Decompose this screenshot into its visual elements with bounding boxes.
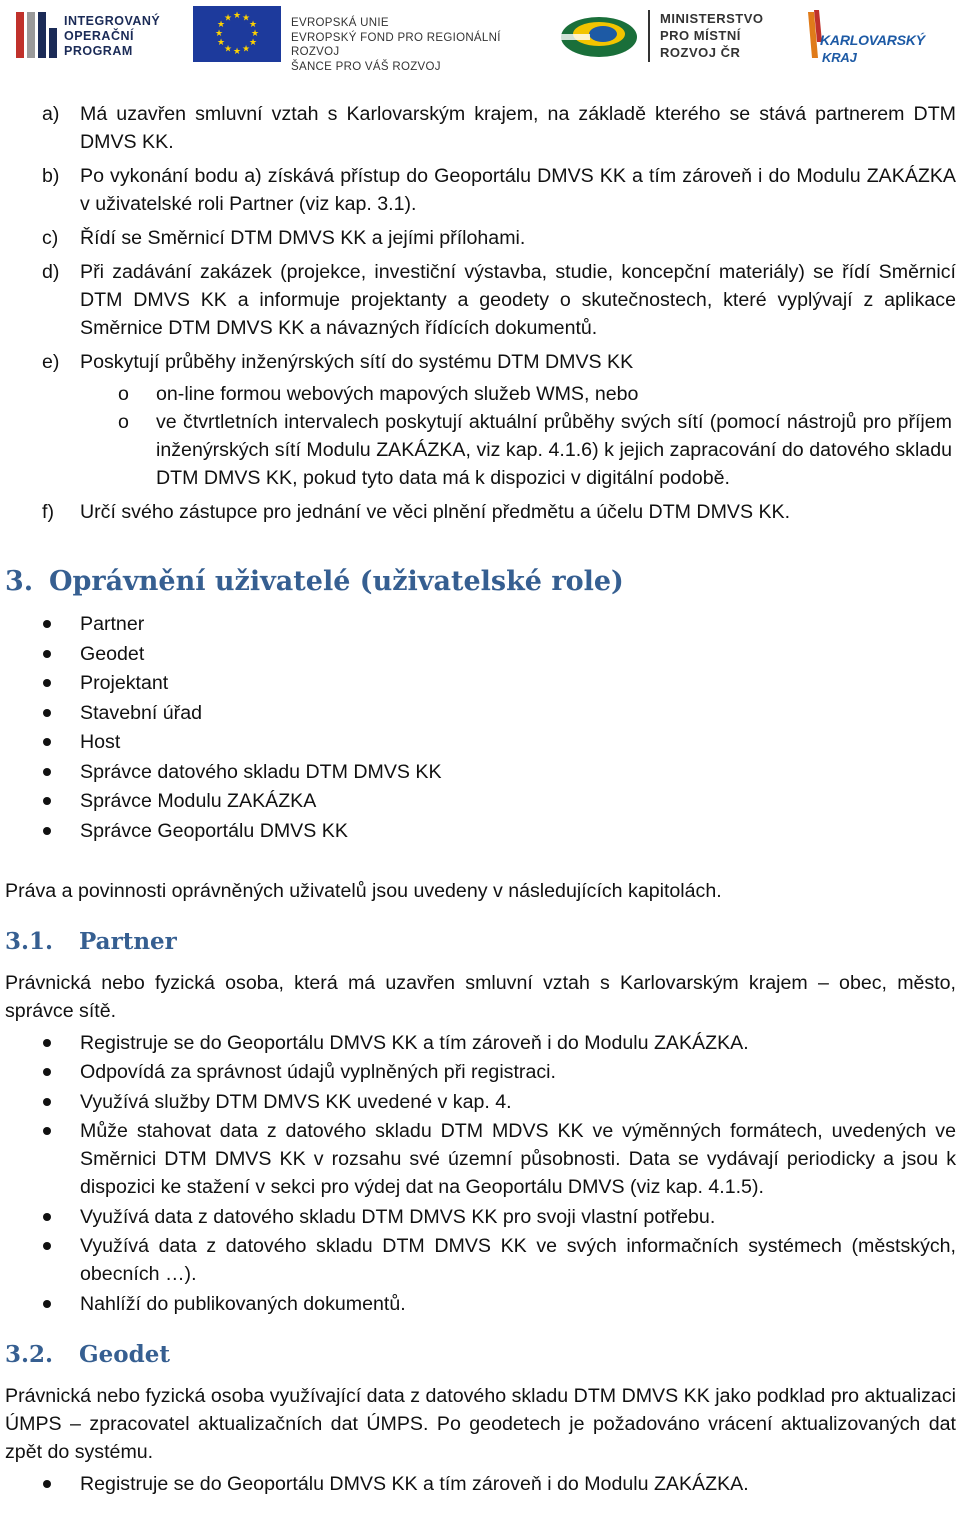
list-item (0, 348, 960, 492)
section-3-1-heading (0, 927, 960, 957)
rights-paragraph: Práva a povinnosti oprávněných uživatelů jsou uvedeny v následujících kapitolách. (5, 879, 722, 902)
svg-text:★: ★ (241, 44, 251, 55)
svg-text:★: ★ (250, 29, 260, 39)
iop-line-1: INTEGROVANÝ (64, 14, 161, 28)
sub-list-item (0, 408, 956, 492)
svg-text:★: ★ (216, 38, 226, 48)
iop-line-3: PROGRAM (64, 44, 133, 58)
alpha-list (0, 100, 960, 526)
kk-line-2: KRAJ (822, 50, 857, 65)
mmr-logo (558, 8, 788, 64)
sub-list-item-text: on-line formou webových mapových služeb WMS, nebo (156, 383, 639, 405)
list-marker: f) (42, 501, 54, 523)
list-item (0, 100, 960, 156)
list-item-text: Poskytují průběhy inženýrských sítí do systému DTM DMVS KK (80, 351, 634, 373)
list-marker: b) (42, 165, 60, 187)
partner-list (0, 1029, 960, 1318)
sub-list (80, 380, 956, 492)
list-item (0, 162, 960, 218)
role-item: Stavební úřad (0, 699, 960, 727)
list-item-text: Po vykonání bodu a) získává přístup do Geoportálu DMVS KK a tím zároveň i do Modulu ZAKÁZKA v uživatelské roli Partner (viz kap. 3.1). (80, 165, 956, 215)
list-item (0, 258, 960, 342)
svg-text:★: ★ (216, 20, 226, 30)
list-item-text: Při zadávání zakázek (projekce, investiční výstavba, studie, koncepční materiály) se řídí Směrnicí DTM DMVS KK a informuje projektanty a geodety o skutečnostech, které vyplývají z aplikace Směrnice DTM DMVS KK a návazných řídících dokumentů. (80, 261, 956, 339)
list-item-text: Má uzavřen smluvní vztah s Karlovarským krajem, na základě kterého se stává partnerem DTM DMVS KK. (80, 103, 956, 153)
eu-line-2: EVROPSKÝ FOND PRO REGIONÁLNÍ ROZVOJ (291, 31, 501, 58)
role-item: Správce Geoportálu DMVS KK (0, 817, 960, 845)
list-item: Registruje se do Geoportálu DMVS KK a tím zároveň i do Modulu ZAKÁZKA. (0, 1470, 960, 1498)
eu-line-3: ŠANCE PRO VÁŠ ROZVOJ (291, 60, 441, 73)
list-item: Využívá služby DTM DMVS KK uvedené v kap. 4. (0, 1088, 960, 1116)
iop-logo (14, 6, 174, 62)
sub-list-item (0, 380, 956, 408)
list-item: Využívá data z datového skladu DTM DMVS KK pro svoji vlastní potřebu. (0, 1203, 960, 1231)
section-3-1-title: Partner (79, 927, 177, 955)
list-item: Odpovídá za správnost údajů vyplněných při registraci. (0, 1058, 960, 1086)
geodet-paragraph: Právnická nebo fyzická osoba využívající data z datového skladu DTM DMVS KK jako podklad pro aktualizaci ÚMPS – zpracovatel aktualizačních dat ÚMPS. Po geodetech je požadováno vrácení aktualizovaných dat zpět do systému. (5, 1384, 956, 1463)
document-body (0, 100, 960, 1499)
iop-bars-icon (14, 6, 58, 62)
karlovarsky-kraj-logo (800, 8, 950, 68)
svg-text:★: ★ (232, 47, 242, 57)
sub-list-item-text: ve čtvrtletních intervalech poskytují aktuální průběhy svých sítí (pomocí nástrojů pro příjem inženýrských sítí Modulu ZAKÁZKA, viz kap. 4.1.6) k jejich zapracování do datového skladu DTM DMVS KK, pokud tyto data má k dispozici v digitální podobě. (156, 411, 952, 489)
list-item: Registruje se do Geoportálu DMVS KK a tím zároveň i do Modulu ZAKÁZKA. (0, 1029, 960, 1057)
svg-text:★: ★ (214, 29, 224, 39)
section-3-number: 3. (5, 566, 34, 597)
svg-text:★: ★ (248, 20, 258, 30)
section-3-2-title: Geodet (79, 1340, 170, 1368)
list-item (0, 224, 960, 252)
kk-line-1: KARLOVARSKÝ (820, 32, 925, 48)
svg-text:★: ★ (223, 13, 233, 24)
sub-list-marker: o (118, 383, 129, 405)
roles-list (0, 610, 960, 845)
mmr-line-1: MINISTERSTVO (660, 11, 764, 26)
section-3-heading (0, 564, 960, 600)
role-item: Host (0, 728, 960, 756)
list-item (0, 498, 960, 526)
sub-list-marker: o (118, 411, 129, 433)
list-marker: a) (42, 103, 60, 125)
list-item: Může stahovat data z datového skladu DTM MDVS KK ve výměnných formátech, uvedených ve Směrnici DTM DMVS KK v rozsahu své územní působnosti. Data se vydávají periodicky a jsou k dispozici ke stažení v sekci pro výdej dat na Geoportálu DMVS (viz kap. 4.1.5). (0, 1117, 960, 1201)
svg-text:★: ★ (248, 38, 258, 48)
section-3-2-number: 3.2. (5, 1340, 54, 1368)
role-item: Projektant (0, 669, 960, 697)
mmr-line-2: PRO MÍSTNÍ (660, 28, 741, 43)
list-marker: c) (42, 227, 59, 249)
eu-line-1: EVROPSKÁ UNIE (291, 17, 389, 29)
role-item: Správce Modulu ZAKÁZKA (0, 787, 960, 815)
svg-text:★: ★ (232, 11, 242, 21)
role-item: Partner (0, 610, 960, 638)
list-marker: e) (42, 351, 60, 373)
mmr-emblem-icon (558, 12, 640, 62)
list-item-text: Určí svého zástupce pro jednání ve věci plnění předmětu a účelu DTM DMVS KK. (80, 501, 791, 523)
geodet-list (0, 1470, 960, 1498)
list-marker: d) (42, 261, 60, 283)
eu-flag-icon (193, 6, 281, 62)
svg-text:★: ★ (241, 13, 251, 24)
svg-text:★: ★ (223, 44, 233, 55)
iop-line-2: OPERAČNÍ (64, 29, 134, 43)
list-item: Nahlíží do publikovaných dokumentů. (0, 1290, 960, 1318)
section-3-2-heading (0, 1340, 960, 1370)
mmr-line-3: ROZVOJ ČR (660, 45, 741, 60)
section-3-1-number: 3.1. (5, 927, 54, 955)
section-3-title: Oprávnění uživatelé (uživatelské role) (49, 566, 624, 597)
role-item: Správce datového skladu DTM DMVS KK (0, 758, 960, 786)
partner-paragraph: Právnická nebo fyzická osoba, která má uzavřen smluvní vztah s Karlovarským krajem – obec, město, správce sítě. (5, 971, 956, 1022)
header-logos (0, 0, 960, 72)
list-item: Využívá data z datového skladu DTM DMVS KK ve svých informačních systémech (městských, obecních …). (0, 1232, 960, 1288)
eu-logo (193, 6, 543, 73)
list-item-text: Řídí se Směrnicí DTM DMVS KK a jejími přílohami. (80, 227, 526, 249)
role-item: Geodet (0, 640, 960, 668)
